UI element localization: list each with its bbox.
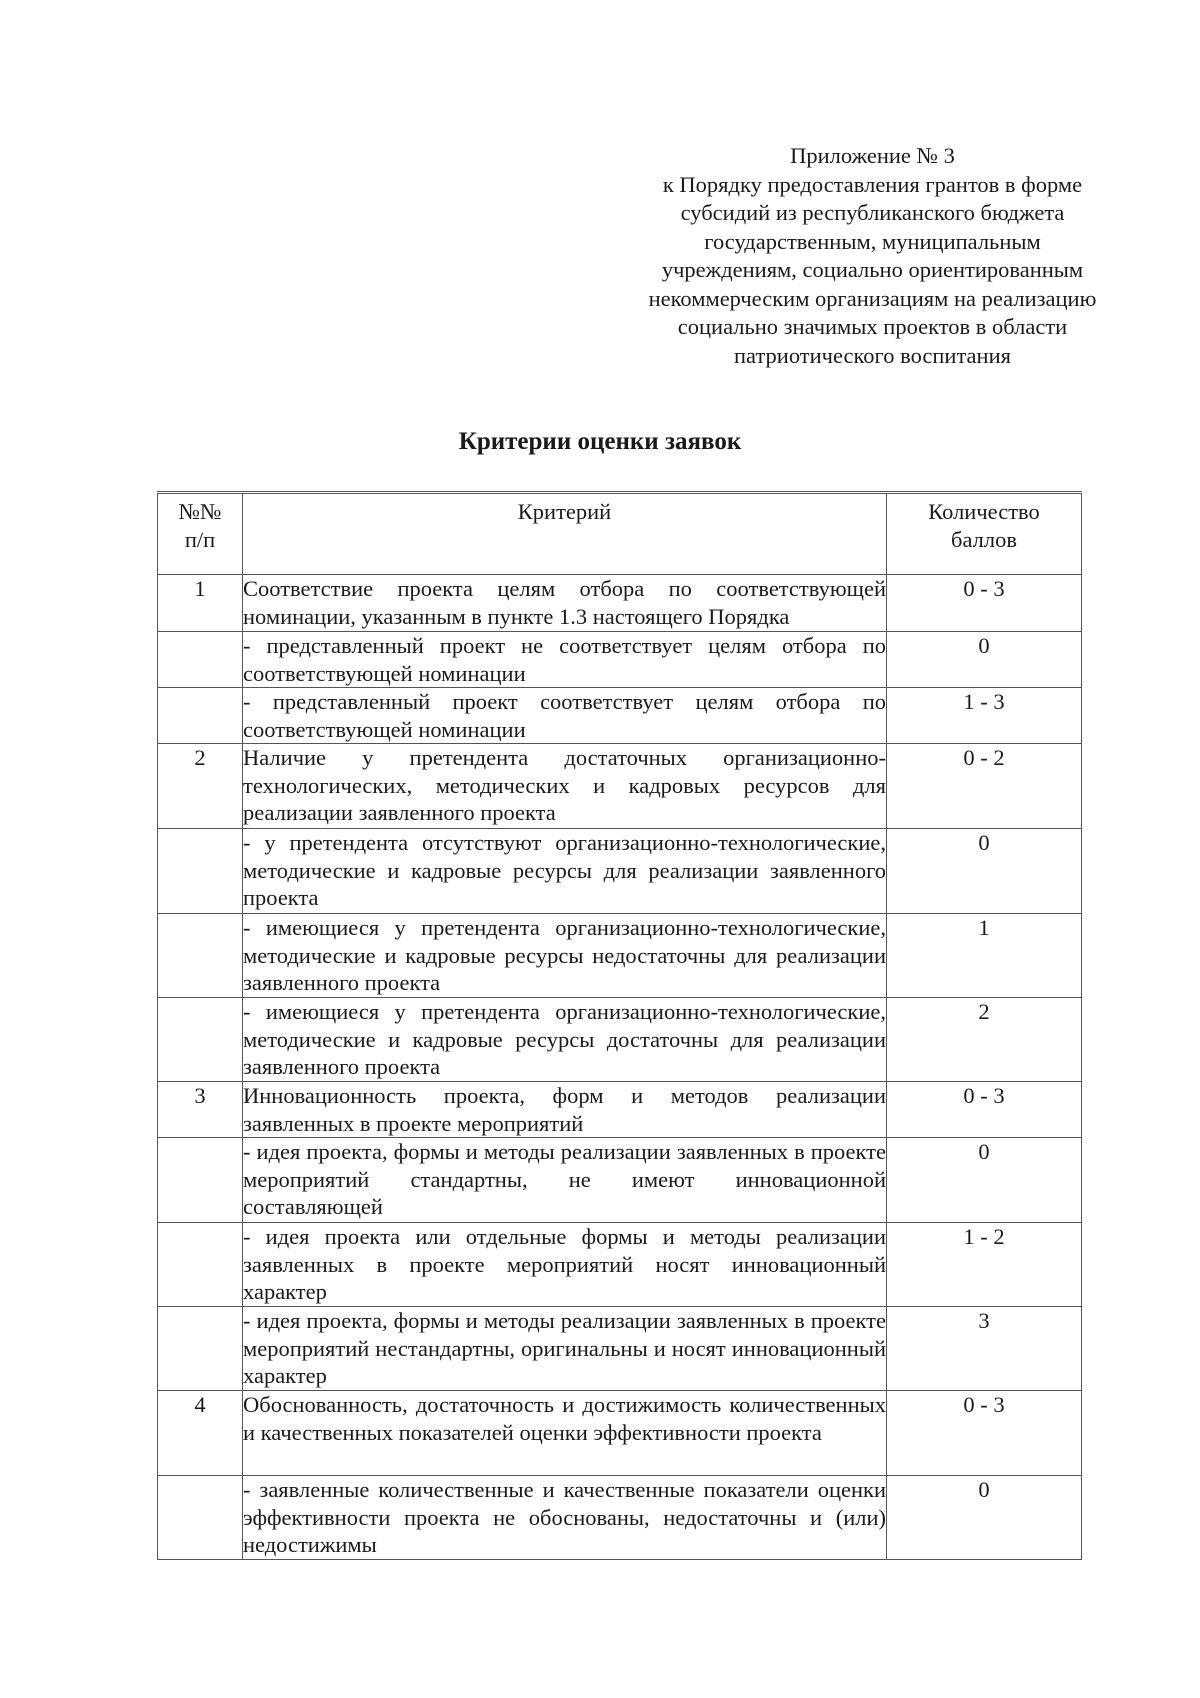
header-score-line2: баллов bbox=[951, 526, 1017, 552]
table-header-row bbox=[158, 493, 1082, 575]
table-row bbox=[158, 1391, 1082, 1476]
row-number bbox=[158, 1223, 243, 1307]
row-criterion: - представленный проект не соответствует целям отбора по соответствующей номинации bbox=[243, 633, 886, 686]
row-score: 2 bbox=[887, 998, 1082, 1082]
row-criterion: - имеющиеся у претендента организационно-технологические, методические и кадровые ресурсы недостаточны для реализации заявленного проекта bbox=[243, 914, 887, 998]
row-score: 0 bbox=[887, 829, 1082, 914]
header-score bbox=[887, 493, 1082, 575]
table-row bbox=[158, 1082, 1082, 1138]
table-row bbox=[158, 914, 1082, 998]
appendix-line: патриотического воспитания bbox=[734, 342, 1011, 368]
row-criterion: - идея проекта, формы и методы реализации заявленных в проекте мероприятий нестандартны, оригинальны и носят инновационный характер bbox=[243, 1307, 887, 1391]
row-criterion: - идея проекта или отдельные формы и методы реализации заявленных в проекте мероприятий носят инновационный характер bbox=[243, 1223, 887, 1307]
header-score-line1: Количество bbox=[928, 499, 1040, 524]
row-criterion: - представленный проект соответствует целям отбора по соответствующей номинации bbox=[243, 689, 886, 742]
row-score: 1 - 2 bbox=[887, 1223, 1082, 1307]
header-number-line2: п/п bbox=[184, 526, 216, 552]
row-score: 0 - 3 bbox=[887, 575, 1082, 632]
criteria-table bbox=[157, 491, 1082, 1560]
document-title: Критерии оценки заявок bbox=[458, 428, 742, 455]
table-row bbox=[158, 1476, 1082, 1560]
table-row bbox=[158, 688, 1082, 744]
appendix-line: к Порядку предоставления грантов в форме bbox=[662, 171, 1083, 197]
row-number bbox=[158, 688, 243, 744]
table-row bbox=[158, 744, 1082, 829]
table-row bbox=[158, 998, 1082, 1082]
appendix-line: некоммерческим организациям на реализацию bbox=[648, 285, 1097, 311]
header-criterion: Критерий bbox=[243, 493, 887, 575]
row-criterion: - заявленные количественные и качественные показатели оценки эффективности проекта не обоснованы, недостаточны и (или) недостижимы bbox=[243, 1476, 887, 1560]
appendix-line: субсидий из республиканского бюджета bbox=[680, 200, 1065, 225]
row-score: 0 bbox=[887, 1476, 1082, 1560]
row-number: 2 bbox=[158, 744, 243, 829]
table-row bbox=[158, 632, 1082, 688]
row-criterion: Соответствие проекта целям отбора по соответствующей номинации, указанным в пункте 1.3 настоящего Порядка bbox=[243, 575, 887, 632]
table-row bbox=[158, 1138, 1082, 1223]
row-number: 4 bbox=[158, 1391, 243, 1476]
row-number bbox=[158, 1476, 243, 1560]
row-criterion: - имеющиеся у претендента организационно-технологические, методические и кадровые ресурсы достаточны для реализации заявленного проекта bbox=[243, 998, 887, 1082]
row-score: 0 - 2 bbox=[887, 744, 1082, 829]
table-row bbox=[158, 575, 1082, 632]
row-number bbox=[158, 829, 243, 914]
row-number bbox=[158, 914, 243, 998]
appendix-line: государственным, муниципальным bbox=[704, 228, 1041, 254]
table-row bbox=[158, 829, 1082, 914]
row-criterion: Инновационность проекта, форм и методов реализации заявленных в проекте мероприятий bbox=[243, 1083, 886, 1136]
appendix-header bbox=[625, 142, 1120, 370]
row-criterion: - идея проекта, формы и методы реализации заявленных в проекте мероприятий стандартны, не имеют инновационной составляющей bbox=[243, 1138, 887, 1223]
row-number bbox=[158, 1307, 243, 1391]
row-number bbox=[158, 998, 243, 1082]
appendix-line: Приложение № 3 bbox=[790, 143, 955, 168]
appendix-line: социально значимых проектов в области bbox=[677, 314, 1068, 339]
header-number bbox=[158, 493, 243, 575]
row-score: 0 - 3 bbox=[887, 1082, 1082, 1138]
row-score: 1 - 3 bbox=[887, 688, 1082, 744]
row-score: 0 bbox=[887, 1138, 1082, 1223]
row-score: 1 bbox=[887, 914, 1082, 998]
row-score: 0 - 3 bbox=[887, 1391, 1082, 1476]
row-number: 3 bbox=[158, 1082, 243, 1138]
row-number bbox=[158, 1138, 243, 1223]
row-criterion: Обоснованность, достаточность и достижимость количественных и качественных показателей оценки эффективности проекта bbox=[243, 1391, 887, 1476]
row-criterion: Наличие у претендента достаточных организационно-технологических, методических и кадровых ресурсов для реализации заявленного проекта bbox=[243, 744, 887, 829]
header-number-line1: №№ bbox=[178, 499, 222, 524]
row-score: 3 bbox=[887, 1307, 1082, 1391]
appendix-line: учреждениям, социально ориентированным bbox=[661, 257, 1084, 282]
row-number bbox=[158, 632, 243, 688]
row-number: 1 bbox=[158, 575, 243, 632]
table-row bbox=[158, 1223, 1082, 1307]
row-criterion: - у претендента отсутствуют организационно-технологические, методические и кадровые ресурсы для реализации заявленного проекта bbox=[243, 829, 887, 914]
row-score: 0 bbox=[887, 632, 1082, 688]
table-row bbox=[158, 1307, 1082, 1391]
